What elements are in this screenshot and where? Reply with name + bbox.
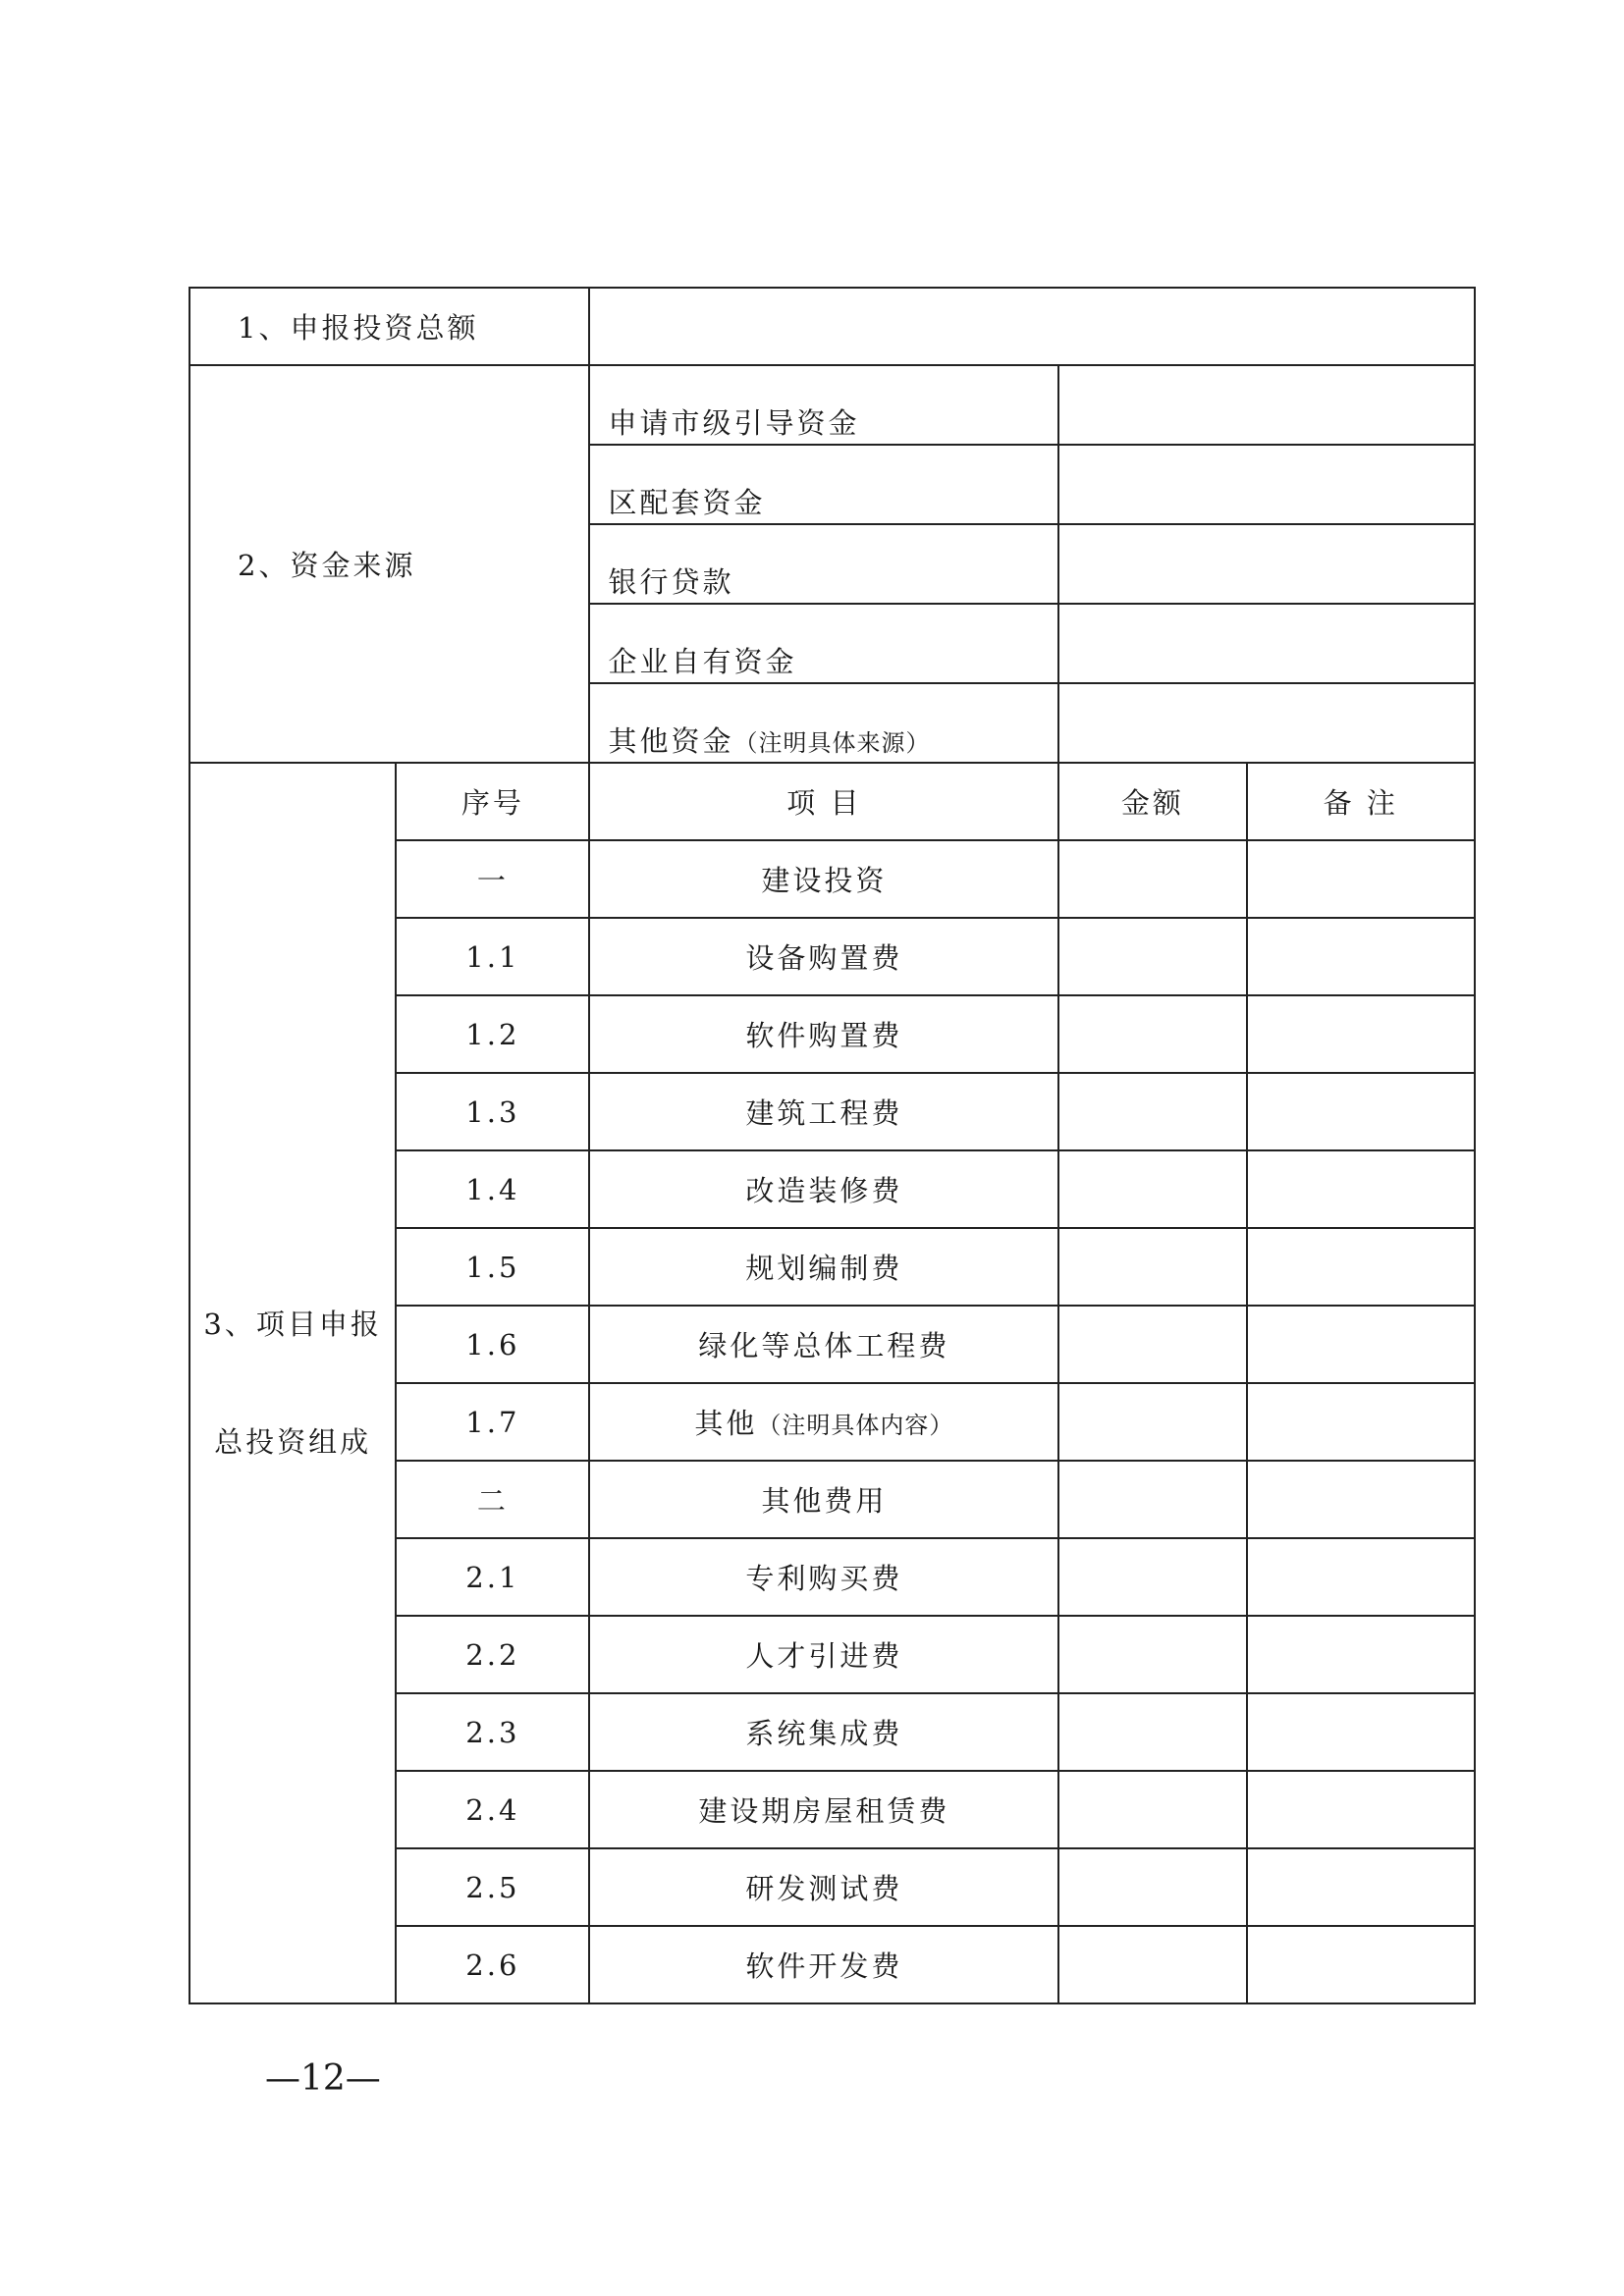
row-number: 1.3 — [396, 1073, 589, 1150]
row-remark-cell[interactable] — [1247, 1150, 1475, 1228]
row-item-label: 建筑工程费 — [745, 1096, 903, 1130]
funding-source-name: 企业自有资金 — [589, 604, 1058, 683]
funding-source-amount[interactable] — [1058, 604, 1475, 683]
row-amount-cell[interactable] — [1058, 1538, 1246, 1616]
row-amount-cell[interactable] — [1058, 1150, 1246, 1228]
row-amount-cell[interactable] — [1058, 1383, 1246, 1461]
row-number: 1.1 — [396, 918, 589, 995]
row-item — [589, 1228, 1058, 1306]
row-item-label: 人才引进费 — [745, 1639, 903, 1673]
row-remark-cell[interactable] — [1247, 1848, 1475, 1926]
row-remark-cell[interactable] — [1247, 840, 1475, 918]
row-item-label: 软件购置费 — [745, 1019, 903, 1052]
row-item-label: 研发测试费 — [745, 1872, 903, 1905]
row-item-label: 规划编制费 — [745, 1252, 903, 1285]
row-number: 2.2 — [396, 1616, 589, 1693]
row-remark-cell[interactable] — [1247, 995, 1475, 1073]
row-item-label: 设备购置费 — [745, 941, 903, 975]
composition-label-line1: 3、项目申报 — [203, 1308, 382, 1341]
row-number: 1.2 — [396, 995, 589, 1073]
funding-source-amount[interactable] — [1058, 365, 1475, 445]
row-item — [589, 918, 1058, 995]
row-item — [589, 1461, 1058, 1538]
row-number: 1.5 — [396, 1228, 589, 1306]
header-remark: 备 注 — [1247, 763, 1475, 840]
row-remark-cell[interactable] — [1247, 1771, 1475, 1848]
row-number: 1.7 — [396, 1383, 589, 1461]
row-item — [589, 1306, 1058, 1383]
row-item-label: 系统集成费 — [745, 1717, 903, 1750]
row-amount-cell[interactable] — [1058, 1848, 1246, 1926]
row-item-label: 其他 — [694, 1407, 758, 1440]
row-remark-cell[interactable] — [1247, 1306, 1475, 1383]
funding-source-amount[interactable] — [1058, 445, 1475, 524]
row-item — [589, 1616, 1058, 1693]
row-amount-cell[interactable] — [1058, 918, 1246, 995]
funding-source-name: 申请市级引导资金 — [589, 365, 1058, 445]
row-item-label: 建设期房屋租赁费 — [698, 1794, 950, 1828]
investment-form-table — [189, 287, 1476, 2004]
header-item: 项 目 — [589, 763, 1058, 840]
row-remark-cell[interactable] — [1247, 1073, 1475, 1150]
row-item-label: 软件开发费 — [745, 1949, 903, 1983]
row-remark-cell[interactable] — [1247, 1461, 1475, 1538]
composition-header-row — [189, 763, 1475, 840]
row-item-label: 专利购买费 — [745, 1562, 903, 1595]
row-item — [589, 840, 1058, 918]
row-number: 2.1 — [396, 1538, 589, 1616]
funding-source-amount[interactable] — [1058, 683, 1475, 763]
row-remark-cell[interactable] — [1247, 1383, 1475, 1461]
funding-source-row — [189, 365, 1475, 445]
row-number: 2.3 — [396, 1693, 589, 1771]
row-number: 2.4 — [396, 1771, 589, 1848]
row-remark-cell[interactable] — [1247, 1538, 1475, 1616]
row-total-investment — [189, 288, 1475, 365]
row-amount-cell[interactable] — [1058, 1306, 1246, 1383]
composition-section-label — [189, 763, 396, 2003]
row-amount-cell[interactable] — [1058, 1073, 1246, 1150]
row-item — [589, 995, 1058, 1073]
row-remark-cell[interactable] — [1247, 1926, 1475, 2003]
composition-label-line2: 总投资组成 — [214, 1425, 372, 1459]
row-remark-cell[interactable] — [1247, 918, 1475, 995]
row-item — [589, 1150, 1058, 1228]
row-item — [589, 1383, 1058, 1461]
row-amount-cell[interactable] — [1058, 1228, 1246, 1306]
total-investment-value[interactable] — [589, 288, 1475, 365]
header-amount: 金额 — [1058, 763, 1246, 840]
row-item-note: （注明具体内容） — [757, 1412, 954, 1439]
row-number: 2.6 — [396, 1926, 589, 2003]
total-investment-label: 1、申报投资总额 — [189, 288, 589, 365]
row-item-label: 其他费用 — [761, 1484, 888, 1518]
row-item-label: 改造装修费 — [745, 1174, 903, 1207]
row-item — [589, 1926, 1058, 2003]
row-amount-cell[interactable] — [1058, 1926, 1246, 2003]
header-no: 序号 — [396, 763, 589, 840]
row-amount-cell[interactable] — [1058, 1771, 1246, 1848]
funding-source-amount[interactable] — [1058, 524, 1475, 604]
funding-source-label: 2、资金来源 — [189, 365, 589, 763]
row-remark-cell[interactable] — [1247, 1616, 1475, 1693]
row-amount-cell[interactable] — [1058, 995, 1246, 1073]
row-item — [589, 1073, 1058, 1150]
row-number: 2.5 — [396, 1848, 589, 1926]
row-amount-cell[interactable] — [1058, 840, 1246, 918]
row-item — [589, 1771, 1058, 1848]
row-number: 二 — [396, 1461, 589, 1538]
row-remark-cell[interactable] — [1247, 1693, 1475, 1771]
row-remark-cell[interactable] — [1247, 1228, 1475, 1306]
row-item — [589, 1538, 1058, 1616]
row-number: 1.6 — [396, 1306, 589, 1383]
row-item — [589, 1848, 1058, 1926]
row-item-label: 建设投资 — [761, 864, 888, 897]
row-number: 1.4 — [396, 1150, 589, 1228]
funding-source-name: 其他资金（注明具体来源） — [589, 683, 1058, 763]
funding-source-name: 银行贷款 — [589, 524, 1058, 604]
row-amount-cell[interactable] — [1058, 1616, 1246, 1693]
row-item-label: 绿化等总体工程费 — [698, 1329, 950, 1362]
funding-source-name: 区配套资金 — [589, 445, 1058, 524]
row-item — [589, 1693, 1058, 1771]
row-number: 一 — [396, 840, 589, 918]
row-amount-cell[interactable] — [1058, 1461, 1246, 1538]
page-number: —12— — [265, 2058, 381, 2099]
row-amount-cell[interactable] — [1058, 1693, 1246, 1771]
